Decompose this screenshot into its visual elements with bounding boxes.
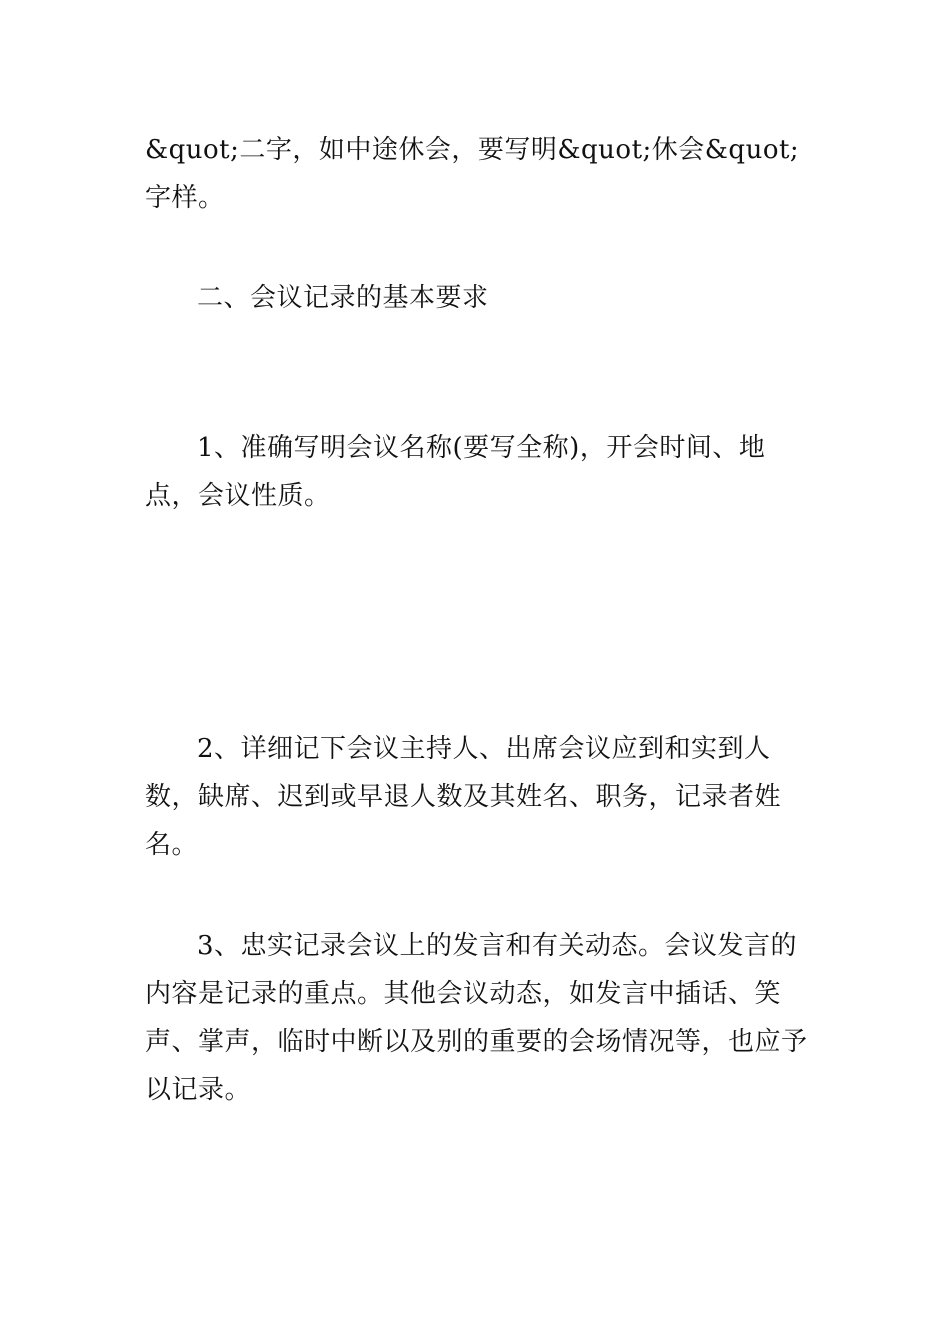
- paragraph-item-1: 1、准确写明会议名称(要写全称)，开会时间、地点，会议性质。: [145, 433, 766, 511]
- paragraph-item-2: 2、详细记下会议主持人、出席会议应到和实到人数，缺席、迟到或早退人数及其姓名、职务，记录者姓名。: [145, 734, 782, 860]
- section-heading: 二、会议记录的基本要求: [197, 283, 489, 313]
- paragraph-continuation: &quot;二字，如中途休会，要写明&quot;休会&quot;字样。: [145, 135, 800, 213]
- paragraph-item-3: 3、忠实记录会议上的发言和有关动态。会议发言的内容是记录的重点。其他会议动态，如发言中插话、笑声、掌声，临时中断以及别的重要的会场情况等，也应予以记录。: [145, 931, 808, 1105]
